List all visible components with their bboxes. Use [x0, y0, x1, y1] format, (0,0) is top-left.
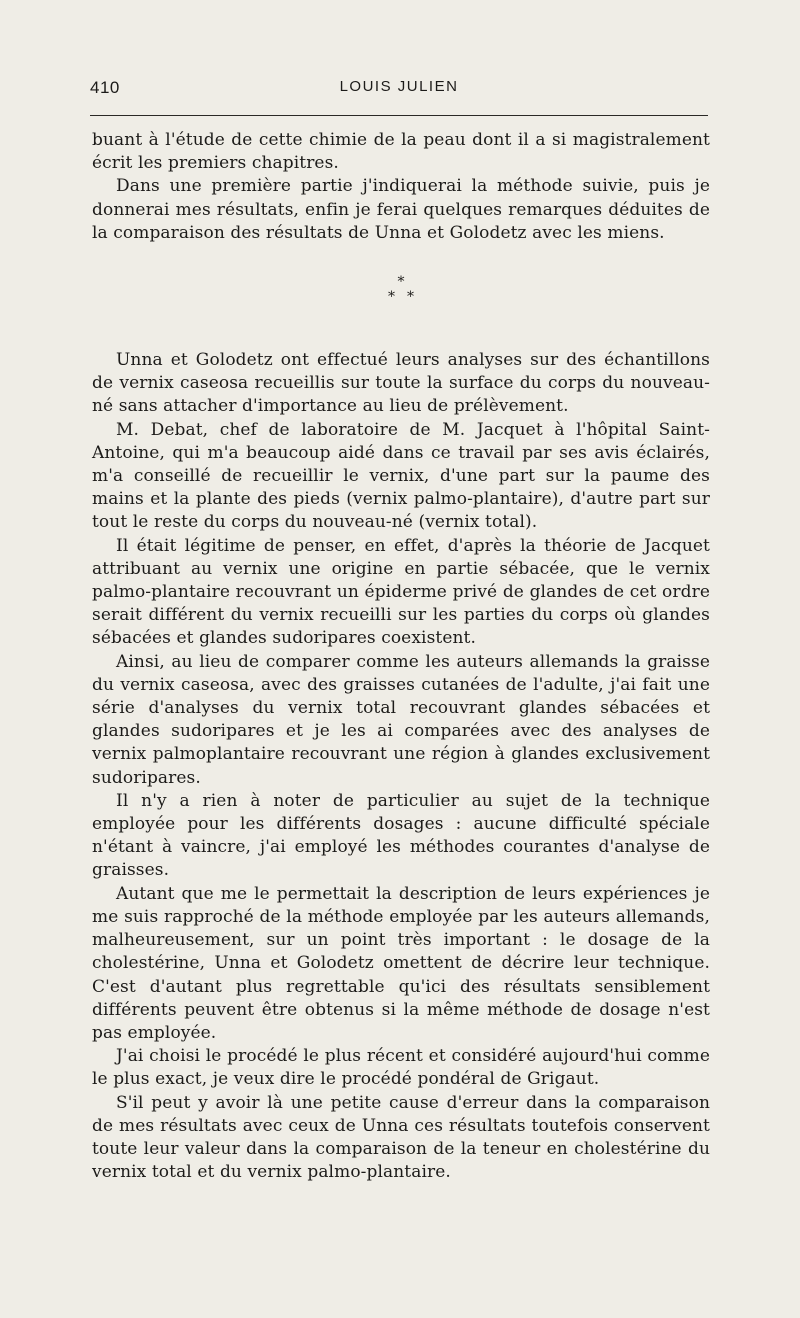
paragraph: Autant que me le permettait la description de leurs expériences je me suis rapproché de la méthode employée par les auteurs allemands, malheureusement, sur un point très important : le dosage de la cholestérine, Unna et Golodetz omettent de décrire leur technique. C'est d'autant plus regrettable qu'ici des résultats sensiblement différents peuvent être obtenus si la même méthode de dosage n'est pas employée.: [92, 883, 710, 1043]
page-body: [92, 129, 710, 1184]
header-rule: [90, 115, 708, 116]
divider-stars-bottom: **: [388, 289, 426, 306]
paragraph: Unna et Golodetz ont effectué leurs analyses sur des échantillons de vernix caseosa recueillis sur toute la surface du corps du nouveau-né sans attacher d'importance au lieu de prélèvement.: [92, 350, 710, 417]
section-divider: [92, 245, 710, 349]
paragraph: Il était légitime de penser, en effet, d'après la théorie de Jacquet attribuant au vernix une origine en partie sébacée, que le vernix palmo-plantaire recouvrant un épiderme privé de glandes de cet ordre serait différent du vernix recueilli sur les parties du corps où glandes sébacées et glandes sudoripares coexistent.: [92, 535, 710, 649]
page-number: 410: [90, 78, 120, 97]
paragraph: Dans une première partie j'indiquerai la méthode suivie, puis je donnerai mes résultats, enfin je ferai quelques remarques déduites de la comparaison des résultats de Unna et Golodetz avec les miens.: [92, 176, 710, 243]
paragraph: M. Debat, chef de laboratoire de M. Jacquet à l'hôpital Saint-Antoine, qui m'a beaucoup aidé dans ce travail par ses avis éclairés, m'a conseillé de recueillir le vernix, d'une part sur la paume des mains et la plante des pieds (vernix palmo-plantaire), d'autre part sur tout le reste du corps du nouveau-né (vernix total).: [92, 419, 710, 533]
paragraph: J'ai choisi le procédé le plus récent et considéré aujourd'hui comme le plus exact, je veux dire le procédé pondéral de Grigaut.: [92, 1046, 710, 1090]
paragraph: Ainsi, au lieu de comparer comme les auteurs allemands la graisse du vernix caseosa, avec des graisses cutanées de l'adulte, j'ai fait une série d'analyses du vernix total recouvrant glandes sébacées et glandes sudoripares et je les ai comparées avec des analyses de vernix palmoplantaire recouvrant une région à glandes exclusivement sudoripares.: [92, 651, 710, 788]
paragraph: buant à l'étude de cette chimie de la peau dont il a si magistralement écrit les premiers chapitres.: [92, 130, 710, 174]
divider-star-top: *: [397, 274, 405, 291]
paragraph: S'il peut y avoir là une petite cause d'erreur dans la comparaison de mes résultats avec ceux de Unna ces résultats toutefois conservent toute leur valeur dans la comparaison de la teneur en cholestérine du vernix total et du vernix palmo-plantaire.: [92, 1092, 710, 1183]
paragraph: Il n'y a rien à noter de particulier au sujet de la technique employée pour les différents dosages : aucune difficulté spéciale n'étant à vaincre, j'ai employé les méthodes courantes d'analyse de graisses.: [92, 790, 710, 881]
page-header: [90, 78, 708, 102]
running-title: LOUIS JULIEN: [339, 78, 459, 95]
